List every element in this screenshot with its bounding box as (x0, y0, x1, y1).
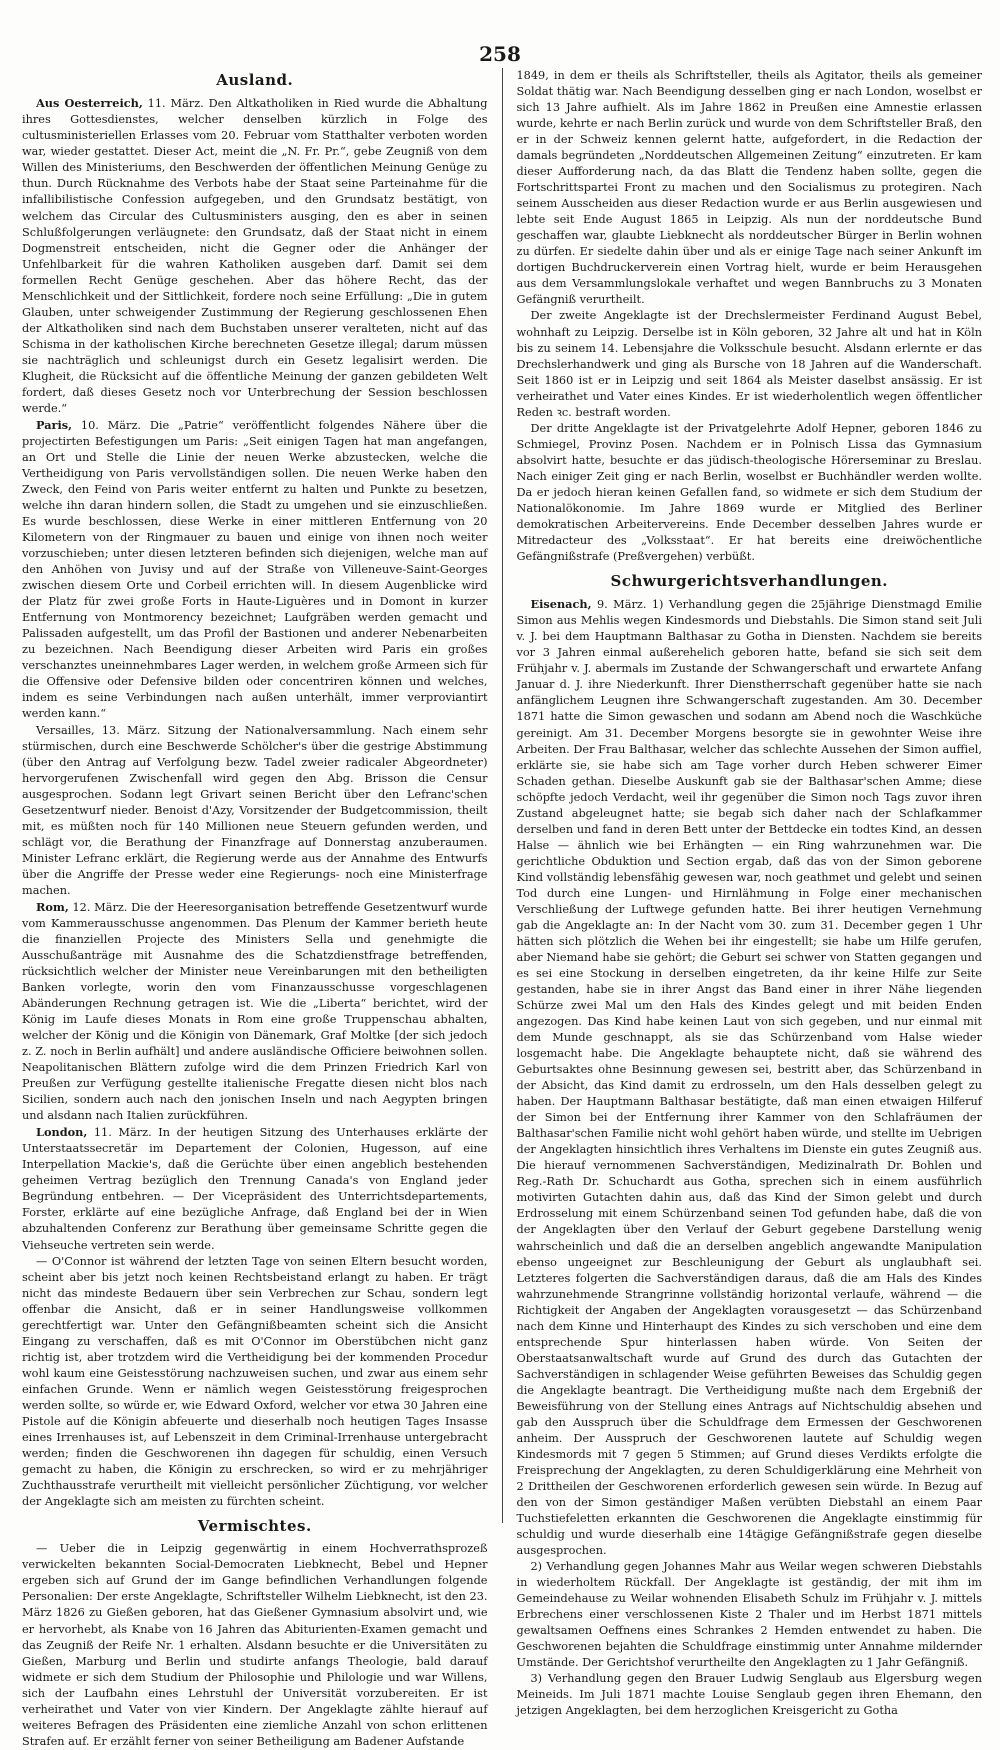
dateline: Paris, (36, 417, 73, 432)
column-divider (502, 68, 503, 1523)
left-column (22, 68, 488, 1748)
article-rom: Rom, 12. März. Die der Heeresorganisation betreffende Gesetzentwurf wurde vom Kammerausschusse angenommen. Das Plenum der Kammer berieth heute die finanziellen Projecte des Ministers Sella und genehmigte die Ausschußanträge mit Ausnahme des die Schatzdienstfrage betreffenden, rücksichtlich welcher der Minister neue Vereinbarungen mit den betheiligten Banken vorlegte, worin den vom Finanzausschusse vorgeschlagenen Abänderungen Rechnung getragen ist. Wie die „Liberta“ berichtet, wird der König im Laufe dieses Monats in Rom eine große Truppenschau abhalten, welcher der König und die Königin von Dänemark, Graf Moltke [der sich jedoch z. Z. noch in Berlin aufhält] und andere ausländische Officiere beiwohnen sollen. Neapolitanischen Blättern zufolge wird die dem Prinzen Friedrich Karl von Preußen zur Verfügung gestellte italienische Fregatte diesen nicht blos nach Sicilien, sondern auch nach den jonischen Inseln und nach Aegypten bringen und alsdann nach Italien zurückführen. (22, 899, 488, 1123)
article-liebknecht-continued: 1849, in dem er theils als Schriftsteller, theils als Agitator, theils als gemeiner Soldat thätig war. Nach Beendigung desselben ging er nach London, woselbst er sich 13 Jahre aufhielt. Als im Jahre 1862 in Preußen eine Amnestie erlassen wurde, kehrte er nach Berlin zurück und wurde von dem Schriftsteller Braß, den er in der Schweiz kennen gelernt hatte, aufgefordert, in die Redaction der damals begründeten „Norddeutschen Allgemeinen Zeitung“ einzutreten. Er kam dieser Aufforderung nach, da das Blatt die Tendenz haben sollte, gegen die Fortschrittspartei Front zu machen und den Socialismus zu protegiren. Nach seinem Ausscheiden aus dieser Redaction wurde er aus Berlin ausgewiesen und lebte seit Ende August 1865 in Leipzig. Als nun der norddeutsche Bund geschaffen war, glaubte Liebknecht als norddeutscher Bürger in Berlin wohnen zu dürfen. Er siedelte dahin über und als er einige Tage nach seiner Ankunft im dortigen Buchdruckerverein einen Vortrag hielt, wurde er beim Herausgehen aus dem Versammlungslokale verhaftet und wegen Bannbruchs zu 3 Monaten Gefängniß verurtheilt. (516, 69, 982, 307)
article-paris: Paris, 10. März. Die „Patrie“ veröffentlicht folgendes Nähere über die projectirten Befestigungen um Paris: „Seit einigen Tagen hat man angefangen, an Ort und Stelle die Linie der neuen Werke abzustecken, welche die Vertheidigung von Paris vervollständigen sollen. Die neuen Werke haben den Zweck, den Feind von Paris weiter entfernt zu halten und Punkte zu besetzen, welche ihn daran hindern sollen, die Stadt zu umgehen und sie einzuschließen. Es wurde beschlossen, diese Werke in einer mittleren Entfernung von 20 Kilometern von der Ringmauer zu bauen und einige von ihnen noch weiter vorzuschieben; unter diesen letzteren befinden sich diejenigen, welche man auf den Anhöhen von Juvisy und auf der Straße von Villeneuve-Saint-Georges zwischen diesem Orte und Corbeil errichten will. In diesem Augenblicke wird der Platz für zwei große Forts in Haute-Liguères und in Domont in kurzer Entfernung von Montmorency bezeichnet; Laufgräben werden gemacht und Palissaden aufgestellt, um das Profil der Bastionen und anderer Nebenarbeiten zu bezeichnen. Nach Beendigung dieser Arbeiten wird Paris ein großes verschanztes uneinnehmbares Lager werden, in welchem große Armeen sich für die Offensive oder Defensive bilden oder concentriren können und welches, indem es seine Verbindungen nach außen unterhält, immer verproviantirt werden kann.“ (22, 417, 488, 721)
dateline: Eisenach, (530, 597, 592, 612)
columns (22, 68, 982, 1748)
dateline: London, (36, 1125, 88, 1140)
article-eisenach-3: 3) Verhandlung gegen den Brauer Ludwig Senglaub aus Elgersburg wegen Meineids. Im Juli 1871 machte Louise Senglaub gegen ihren Ehemann, den jetzigen Angeklagten, bei dem herzoglichen Kreisgericht zu Gotha (516, 1672, 982, 1718)
right-column (516, 68, 983, 1718)
article-bebel: Der zweite Angeklagte ist der Drechslermeister Ferdinand August Bebel, wohnhaft zu Leipzig. Derselbe ist in Köln geboren, 32 Jahre alt und hat in Köln bis zu seinem 14. Lebensjahre die Volksschule besucht. Alsdann erlernte er das Drechslerhandwerk und ging als Bursche von 18 Jahren auf die Wanderschaft. Seit 1860 ist er in Leipzig und seit 1864 als Meister daselbst ansässig. Er ist verheirathet und Vater eines Kindes. Er ist wiederholentlich wegen öffentlicher Reden ꝛc. bestraft worden. (516, 309, 982, 419)
dateline: Aus Oesterreich, (36, 96, 143, 111)
article-london: London, 11. März. In der heutigen Sitzung des Unterhauses erklärte der Unterstaatssecretär im Departement der Colonien, Hugesson, auf eine Interpellation Mackie's, daß die Gerüchte über einen angeblich bestehenden geheimen Vertrag bezüglich den Trennung Canada's von England jeder Begründung entbehren. — Der Vicepräsident des Unterrichtsdepartements, Forster, erklärte auf eine bezügliche Anfrage, daß England bei der in Wien abzuhaltenden Conferenz zur Berathung über gemeinsame Schritte gegen die Viehseuche vertreten sein werde. (22, 1125, 488, 1252)
dateline: Rom, (36, 899, 69, 914)
page-number: 258 (479, 42, 521, 66)
article-hepner: Der dritte Angeklagte ist der Privatgelehrte Adolf Hepner, geboren 1846 zu Schmiegel, Provinz Posen. Nachdem er in Polnisch Lissa das Gymnasium absolvirt hatte, besuchte er das jüdisch-theologische Hörerseminar zu Breslau. Nach einiger Zeit ging er nach Berlin, woselbst er Buchhändler werden wollte. Da er jedoch hieran keinen Gefallen fand, so widmete er sich dem Studium der Nationalökonomie. Im Jahre 1869 wurde er Mitglied des Berliner demokratischen Arbeitervereins. Ende December desselben Jahres wurde er Mitredacteur des „Volksstaat“. Er hat bereits eine dreiwöchentliche Gefängnißstrafe (Preßvergehen) verbüßt. (516, 421, 982, 563)
section-heading-ausland: Ausland. (216, 71, 294, 89)
article-oconnor: — O'Connor ist während der letzten Tage von seinen Eltern besucht worden, scheint aber bis jetzt noch keinen Rechtsbeistand erlangt zu haben. Er trägt nicht das mindeste Bedauern über sein Verbrechen zur Schau, sondern legt offenbar die Ansicht, daß er in seiner Handlungsweise vollkommen gerechtfertigt war. Unter den Gefängnißbeamten scheint sich die Ansicht Eingang zu verschaffen, daß es mit O'Connor im Oberstübchen nicht ganz richtig ist, aber trotzdem wird die Vertheidigung bei der kommenden Procedur wohl kaum eine Geistesstörung nachzuweisen suchen, und zwar aus einem sehr einfachen Grunde. Wenn er nämlich wegen Geistesstörung freigesprochen werden sollte, so würde er, wie Edward Oxford, welcher vor etwa 30 Jahren eine Pistole auf die Königin abfeuerte und dieserhalb noch heutigen Tages Insasse eines Irrenhauses ist, auf Lebenszeit in dem Criminal-Irrenhause untergebracht werden; finden die Geschworenen ihn dagegen für schuldig, einen Versuch gemacht zu haben, die Königin zu erschrecken, so wird er zu mehrjähriger Zuchthausstrafe verurtheilt mit vielleicht persönlicher Züchtigung, vor welcher der Angeklagte sich am meisten zu fürchten scheint. (22, 1254, 488, 1509)
section-heading-schwurgericht: Schwurgerichtsverhandlungen. (610, 571, 888, 590)
article-versailles: Versailles, 13. März. Sitzung der Nationalversammlung. Nach einem sehr stürmischen, durch eine Beschwerde Schölcher's über die gestrige Abstimmung (über den Antrag auf Verfolgung bezw. Tadel zweier radicaler Abgeordneter) hervorgerufenen Zwischenfall wird gegen den Abg. Brisson die Censur ausgesprochen. Sodann legt Grivart seinen Bericht über den Lefranc'schen Gesetzentwurf nieder. Benoist d'Azy, Vorsitzender der Budgetcommission, theilt mit, es müßten noch für 140 Millionen neue Steuern gefunden werden, und schlägt vor, die Berathung der Finanzfrage auf Donnerstag anzuberaumen. Minister Lefranc erklärt, die Regierung werde aus der Annahme des Entwurfs über die Angriffe der Presse weder eine Regierungs- noch eine Ministerfrage machen. (22, 723, 488, 897)
article-eisenach-1: Eisenach, 9. März. 1) Verhandlung gegen die 25jährige Dienstmagd Emilie Simon aus Mehlis wegen Kindesmords und Diebstahls. Die Simon stand seit Juli v. J. bei dem Hauptmann Balthasar zu Gotha in Diensten. Nachdem sie bereits vor 3 Jahren einmal außerehelich geboren hatte, befand sie sich seit dem Frühjahr v. J. abermals im Zustande der Schwangerschaft und erwartete Anfang Januar d. J. ihre Niederkunft. Ihrer Dienstherrschaft gegenüber hatte sie nach anfänglichem Leugnen ihre Schwangerschaft zugestanden. Am 30. December 1871 hatte die Simon gewaschen und sodann am Abend noch die Waschküche gereinigt. Am 31. December Morgens besorgte sie in gewohnter Weise ihre Arbeiten. Der Frau Balthasar, welcher das schlechte Aussehen der Simon auffiel, erklärte sie, sie habe sich am Tage vorher durch Heben schwerer Eimer Schaden gethan. Dieselbe Auskunft gab sie der Balthasar'schen Amme; diese schöpfte jedoch Verdacht, weil ihr gegenüber die Simon noch Tags zuvor ihren Zustand abgeleugnet hatte; sie begab sich daher nach der Schlafkammer derselben und fand in deren Bett unter der Bettdecke ein todtes Kind, an dessen Halse — ähnlich wie bei Erhängten — ein Ring wahrzunehmen war. Die gerichtliche Obduktion und Section ergab, daß das von der Simon geborene Kind vollständig lebensfähig gewesen war, noch geathmet und gelebt und seinen Tod durch eine Lungen- und Hirnlähmung in Folge einer mechanischen Verschließung der Luftwege gefunden hatte. Bei ihrer heutigen Vernehmung gab die Angeklagte an: In der Nacht vom 30. zum 31. December gegen 1 Uhr hätten sich plötzlich die Wehen bei ihr eingestellt; sie habe um Hilfe gerufen, aber Niemand habe sie gehört; die Geburt sei schwer von Statten gegangen und es sei eine Stockung in derselben eingetreten, da ihr keine Hilfe zur Seite gestanden, habe sie in ihrer Angst das Band einer in ihrer Nähe liegenden Schürze zwei Mal um den Hals des Kindes gelegt und mit beiden Enden angezogen. Das Kind habe keinen Laut von sich gegeben, und nur einmal mit dem Munde geschnappt, als sie das Schürzenband vom Halse wieder losgemacht habe. Die Angeklagte behauptete nicht, daß sie während des Geburtsaktes ohne Besinnung gewesen sei, bestritt aber, das Schürzenband in der Absicht, das Kind damit zu erdrosseln, um den Hals desselben gelegt zu haben. Der Hauptmann Balthasar bestätigte, daß man einen etwaigen Hilferuf der Simon bei der Entfernung ihrer Kammer von den Schlafräumen der Balthasar'schen Familie nicht wohl gehört haben würde, und stellte im Uebrigen der Angeklagten hinsichtlich ihres Verhaltens im Dienste ein gutes Zeugniß aus. Die hierauf vernommenen Sachverständigen, Medizinalrath Dr. Bohlen und Reg.-Rath Dr. Schuchardt aus Gotha, sprechen sich in einem ausführlich motivirten Gutachten dahin aus, daß das Kind der Simon gelebt und durch Erdrosselung mit einem Schürzenband seinen Tod gefunden habe, daß die von der Angeklagten über den Verlauf der Geburt gegebene Darstellung wenig wahrscheinlich und daß die an derselben angeblich angewandte Manipulation ebenso ungeeignet zur Beschleunigung der Geburt als unglaubhaft sei. Letzteres folgerten die Sachverständigen daraus, daß die am Hals des Kindes wahrzunehmende Strangrinne vollständig horizontal verlaufe, während — die Richtigkeit der Angaben der Angeklagten vorausgesetzt — das Schürzenband nach dem Kinne und Hinterhaupt des Kindes zu sich verschoben und eine dem entsprechende Spur hinterlassen haben würde. Von Seiten der Oberstaatsanwaltschaft wurde auf Grund des durch das Gutachten der Sachverständigen in schlagender Weise geführten Beweises das Schuldig gegen die Angeklagte beantragt. Die Vertheidigung mußte nach dem Ergebniß der Beweisführung von der Stellung eines Antrags auf Nichtschuldig absehen und gab den Ausspruch über die Schuldfrage dem Ermessen der Geschworenen anheim. Der Ausspruch der Geschworenen lautete auf Schuldig wegen Kindesmords mit 7 gegen 5 Stimmen; auf Grund dieses Verdikts erfolgte die Freisprechung der Angeklagten, zu deren Schuldigerklärung eine Mehrheit von 2 Drittheilen der Geschworenen erforderlich gewesen sein würde. In Bezug auf den von der Simon geständiger Maßen verübten Diebstahl an einem Paar Tuchstiefeletten erkannten die Geschworenen die Angeklagte einstimmig für schuldig und wurde dieserhalb eine 14tägige Gefängnißstrafe gegen dieselbe ausgesprochen. (516, 597, 982, 1558)
article-oesterreich: Aus Oesterreich, 11. März. Den Altkatholiken in Ried wurde die Abhaltung ihres Gottesdienstes, welcher denselben kürzlich in Folge des cultusministeriellen Erlasses vom 20. Februar vom Statthalter verboten worden war, wieder gestattet. Dieser Act, meint die „N. Fr. Pr.“, gebe Zeugniß von dem Willen des Ministeriums, den Beschwerden der öffentlichen Meinung Genüge zu thun. Durch Rücknahme des Verbots habe der Staat seine Parteinahme für die infallibilistische Confession aufgegeben, und den Grundsatz bestätigt, von welchem das Circular des Cultusministers ausging, den es aber in seinen Schlußfolgerungen verläugnete: den Grundsatz, daß der Staat nicht in einem Dogmenstreit entscheiden, nicht die Gegner oder die Anhänger der Unfehlbarkeit für die wahren Katholiken ausgeben darf. Damit sei dem formellen Recht Genüge geschehen. Aber das höhere Recht, das der Menschlichkeit und der Sittlichkeit, fordere noch seine Erfüllung: „Die in gutem Glauben, unter schweigender Zustimmung der Regierung geschlossenen Ehen der Altkatholiken sind nach dem Buchstaben unserer veralteten, nicht auf das Schisma in der katholischen Kirche berechneten Gesetze illegal; darum müssen sie nachträglich und schleunigst durch ein Gesetz legalisirt werden. Die Klugheit, die Rücksicht auf die öffentliche Meinung der ganzen gebildeten Welt fordert, daß dieses Gesetz noch vor Unterbrechung der Session beschlossen werde.“ (22, 96, 488, 415)
article-eisenach-2: 2) Verhandlung gegen Johannes Mahr aus Weilar wegen schweren Diebstahls in wiederholtem Rückfall. Der Angeklagte ist geständig, der mit ihm im Gemeindehause zu Weilar wohnenden Elisabeth Schulz im Frühjahr v. J. mittels Erbrechens einer verschlossenen Kiste 2 Thaler und im Herbst 1871 mittels gewaltsamen Oeffnens eines Schrankes 2 Hemden entwendet zu haben. Die Geschworenen bejahten die Schuldfrage einstimmig unter Annahme mildernder Umstände. Der Gerichtshof verurtheilte den Angeklagten zu 1 Jahr Gefängniß. (516, 1560, 982, 1670)
section-heading-vermischtes: Vermischtes. (197, 1517, 312, 1536)
article-leipzig: — Ueber die in Leipzig gegenwärtig in einem Hochverrathsprozeß verwickelten bekannten Social-Democraten Liebknecht, Bebel und Hepner ergeben sich auf Grund der im Gange befindlichen Verhandlungen folgende Personalien: Der erste Angeklagte, Schriftsteller Wilhelm Liebknecht, ist den 23. März 1826 zu Gießen geboren, hat das Gießener Gymnasium absolvirt und, wie er hervorhebt, als Knabe von 16 Jahren das Abiturienten-Examen gemacht und das Zeugniß der Reife Nr. 1 erhalten. Alsdann besuchte er die Universitäten zu Gießen, Marburg und Berlin und studirte anfangs Theologie, bald darauf widmete er sich dem Studium der Philosophie und Philologie und war Willens, sich der Laufbahn eines Lehrstuhl der Universität vorzubereiten. Er ist verheirathet und Vater von vier Kindern. Der Angeklagte zählte hierauf auf weiteres Befragen des Präsidenten eine ziemliche Anzahl von schon erlittenen Strafen auf. Er erzählt ferner von seiner Betheiligung am Badener Aufstande (22, 1542, 488, 1748)
